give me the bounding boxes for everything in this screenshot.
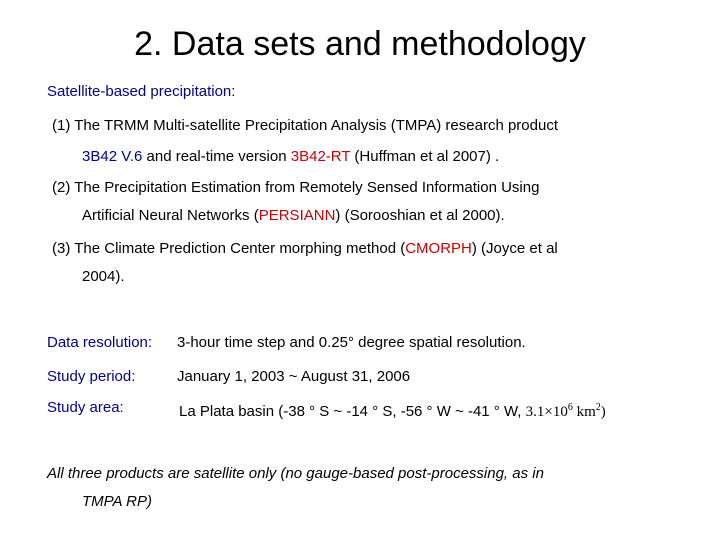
area-close: ) (600, 404, 606, 420)
item-3-line-2: 2004). (82, 268, 125, 285)
resolution-label: Data resolution: (47, 334, 153, 351)
resolution-value: 3-hour time step and 0.25° degree spatial resolution. (177, 334, 526, 351)
item-3-line-1 (52, 239, 558, 259)
item-1-line-2 (82, 147, 499, 167)
item-3-pre: (3) The Climate Prediction Center morphing method ( (52, 240, 406, 257)
product-3b42-v6: 3B42 V.6 (82, 148, 143, 165)
precipitation-heading (47, 82, 235, 102)
area-value (179, 398, 606, 422)
item-2-line-1: (2) The Precipitation Estimation from Remotely Sensed Information Using (52, 179, 540, 196)
product-persiann: PERSIANN (258, 207, 336, 224)
area-size-unit: km (572, 404, 596, 420)
period-value: January 1, 2003 ~ August 31, 2006 (177, 368, 411, 385)
item-2-post: ) (Sorooshian et al 2000). (335, 207, 505, 224)
slide-title: 2. Data sets and methodology (134, 25, 586, 63)
area-size-exponent: 6 (567, 402, 573, 413)
area-size (526, 404, 606, 420)
precipitation-heading-colon: : (231, 83, 236, 100)
area-label: Study area: (47, 399, 124, 416)
item-2-pre: Artificial Neural Networks ( (82, 207, 259, 224)
item-1-mid: and real-time version (142, 148, 291, 165)
area-coordinates: La Plata basin (-38 ° S ~ -14 ° S, -56 ° W ~ -41 ° W, (179, 403, 526, 420)
area-size-base: 3.1×10 (525, 404, 568, 420)
period-label: Study period: (47, 368, 136, 385)
note-line-1: All three products are satellite only (no gauge-based post-processing, as in (47, 465, 544, 482)
product-3b42-rt: 3B42-RT (290, 148, 351, 165)
item-3-post: ) (Joyce et al (471, 240, 558, 257)
item-1-line-1: (1) The TRMM Multi-satellite Precipitation Analysis (TMPA) research product (52, 117, 558, 134)
note-line-2: TMPA RP) (82, 493, 152, 510)
product-cmorph: CMORPH (405, 240, 472, 257)
item-1-tail: (Huffman et al 2007) . (350, 148, 500, 165)
precipitation-heading-label: Satellite-based precipitation (47, 83, 232, 100)
item-2-line-2 (82, 206, 505, 226)
area-unit-exponent: 2 (595, 402, 601, 413)
